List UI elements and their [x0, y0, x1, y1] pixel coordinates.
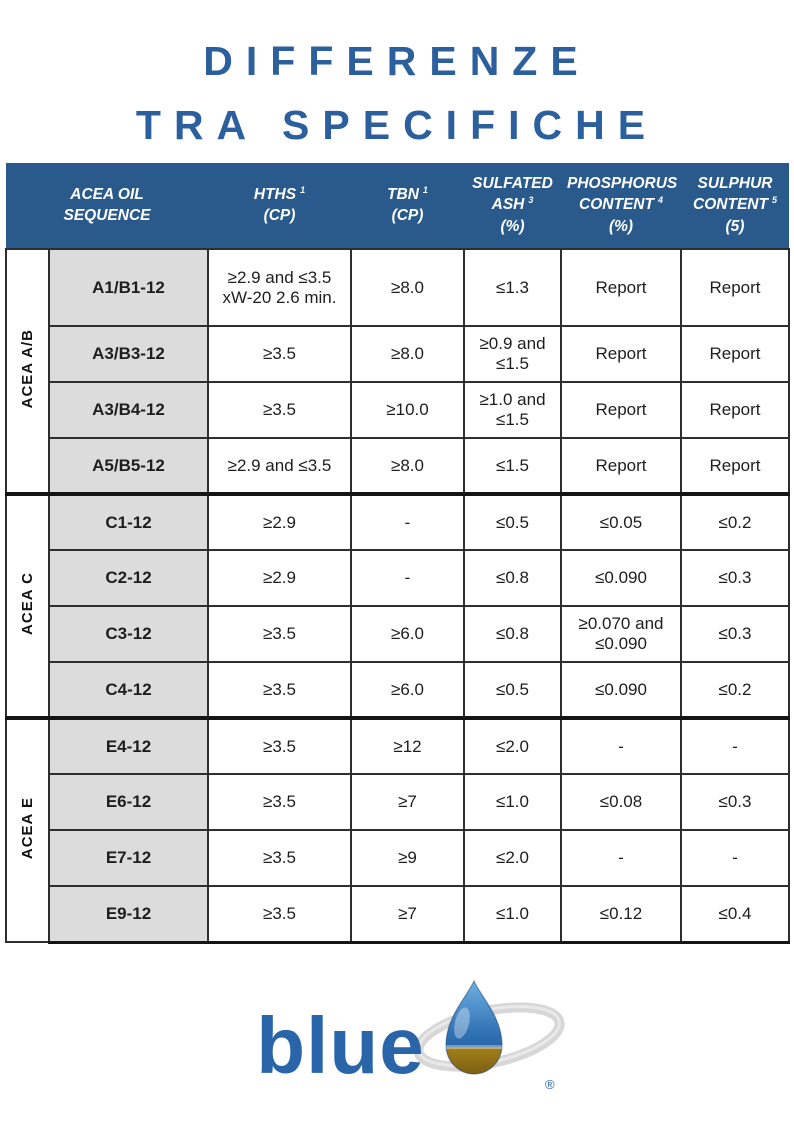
- value-cell: ≤0.08: [561, 774, 681, 830]
- value-cell: ≥7: [351, 886, 464, 942]
- blue-logo: [18, 975, 794, 1105]
- value-cell: ≥3.5: [208, 662, 351, 718]
- value-cell: ≤0.8: [464, 606, 561, 662]
- value-cell: Report: [561, 249, 681, 326]
- page-title-line2: TRA SPECIFICHE: [135, 101, 659, 148]
- header-acea-oil-sequence: ACEA OIL SEQUENCE: [6, 163, 208, 249]
- value-cell: Report: [561, 326, 681, 382]
- droplet-icon: [446, 981, 502, 1074]
- sequence-cell: A3/B3-12: [49, 326, 208, 382]
- value-cell: ≤1.0: [464, 886, 561, 942]
- value-cell: ≥0.9 and ≤1.5: [464, 326, 561, 382]
- sequence-cell: A3/B4-12: [49, 382, 208, 438]
- table-row: [6, 249, 789, 326]
- value-cell: ≤0.2: [681, 494, 789, 550]
- table-row: [6, 606, 789, 662]
- value-cell: ≥2.9: [208, 550, 351, 606]
- value-cell: Report: [561, 438, 681, 494]
- value-cell: ≥3.5: [208, 830, 351, 886]
- registered-mark: ®: [544, 1077, 555, 1092]
- value-cell: ≥3.5: [208, 382, 351, 438]
- page-title: [0, 0, 794, 157]
- value-cell: ≤0.3: [681, 774, 789, 830]
- sequence-cell: E9-12: [49, 886, 208, 942]
- droplet-orbit-icon: [399, 975, 574, 1100]
- header-sulphur-content: SULPHUR CONTENT $^5$ (5): [681, 163, 789, 249]
- header-phosphorus-content: PHOSPHORUS CONTENT $^4$ (%): [561, 163, 681, 249]
- sequence-cell: C1-12: [49, 494, 208, 550]
- header-hths: HTHS $^1$ (CP): [208, 163, 351, 249]
- value-cell: ≥3.5: [208, 886, 351, 942]
- table-header-row: [6, 163, 789, 249]
- value-cell: ≥9: [351, 830, 464, 886]
- page-title-line1: DIFFERENZE: [203, 38, 591, 84]
- value-cell: ≥2.9 and ≤3.5 xW-20 2.6 min.: [208, 249, 351, 326]
- table-row: [6, 382, 789, 438]
- group-label: ACEA E: [19, 796, 36, 860]
- value-cell: ≤0.090: [561, 550, 681, 606]
- value-cell: ≤2.0: [464, 718, 561, 774]
- value-cell: ≤0.12: [561, 886, 681, 942]
- value-cell: Report: [681, 438, 789, 494]
- value-cell: ≤0.3: [681, 606, 789, 662]
- value-cell: ≤0.05: [561, 494, 681, 550]
- header-tbn: TBN $^1$ (CP): [351, 163, 464, 249]
- value-cell: ≥2.9: [208, 494, 351, 550]
- value-cell: ≥1.0 and ≤1.5: [464, 382, 561, 438]
- sequence-cell: C3-12: [49, 606, 208, 662]
- sequence-cell: C2-12: [49, 550, 208, 606]
- group-label-cell: [6, 718, 49, 942]
- value-cell: ≤0.8: [464, 550, 561, 606]
- sequence-cell: A5/B5-12: [49, 438, 208, 494]
- value-cell: -: [561, 830, 681, 886]
- sequence-cell: E7-12: [49, 830, 208, 886]
- table-row: [6, 326, 789, 382]
- value-cell: ≤0.3: [681, 550, 789, 606]
- logo-wordmark: blue: [256, 1001, 425, 1090]
- group-label: ACEA A/B: [19, 328, 36, 409]
- value-cell: ≥10.0: [351, 382, 464, 438]
- header-sulfated-ash: SULFATED ASH $^3$ (%): [464, 163, 561, 249]
- table-row: [6, 494, 789, 550]
- sequence-cell: E4-12: [49, 718, 208, 774]
- value-cell: Report: [681, 326, 789, 382]
- value-cell: ≥12: [351, 718, 464, 774]
- value-cell: -: [561, 718, 681, 774]
- value-cell: ≤1.0: [464, 774, 561, 830]
- value-cell: ≤1.3: [464, 249, 561, 326]
- value-cell: ≥3.5: [208, 326, 351, 382]
- value-cell: -: [351, 550, 464, 606]
- table-row: [6, 774, 789, 830]
- value-cell: ≥3.5: [208, 606, 351, 662]
- value-cell: ≥8.0: [351, 326, 464, 382]
- table-row: [6, 830, 789, 886]
- value-cell: ≤2.0: [464, 830, 561, 886]
- value-cell: ≤0.5: [464, 494, 561, 550]
- table-row: [6, 886, 789, 942]
- value-cell: ≥7: [351, 774, 464, 830]
- value-cell: ≥8.0: [351, 438, 464, 494]
- value-cell: Report: [681, 382, 789, 438]
- value-cell: ≤0.5: [464, 662, 561, 718]
- value-cell: ≥3.5: [208, 718, 351, 774]
- table-row: [6, 718, 789, 774]
- group-label-cell: [6, 249, 49, 494]
- value-cell: ≥2.9 and ≤3.5: [208, 438, 351, 494]
- value-cell: ≥6.0: [351, 606, 464, 662]
- value-cell: ≤1.5: [464, 438, 561, 494]
- sequence-cell: A1/B1-12: [49, 249, 208, 326]
- sequence-cell: E6-12: [49, 774, 208, 830]
- value-cell: Report: [681, 249, 789, 326]
- value-cell: ≥8.0: [351, 249, 464, 326]
- value-cell: ≥6.0: [351, 662, 464, 718]
- value-cell: ≥3.5: [208, 774, 351, 830]
- table-row: [6, 438, 789, 494]
- value-cell: ≤0.4: [681, 886, 789, 942]
- value-cell: Report: [561, 382, 681, 438]
- value-cell: ≥0.070 and ≤0.090: [561, 606, 681, 662]
- group-label: ACEA C: [19, 572, 36, 635]
- value-cell: -: [351, 494, 464, 550]
- sequence-cell: C4-12: [49, 662, 208, 718]
- table-row: [6, 550, 789, 606]
- logo-droplet-orbit: [399, 975, 574, 1105]
- value-cell: -: [681, 718, 789, 774]
- value-cell: ≤0.090: [561, 662, 681, 718]
- value-cell: -: [681, 830, 789, 886]
- group-label-cell: [6, 494, 49, 718]
- acea-spec-table: [5, 163, 790, 944]
- value-cell: ≤0.2: [681, 662, 789, 718]
- table-row: [6, 662, 789, 718]
